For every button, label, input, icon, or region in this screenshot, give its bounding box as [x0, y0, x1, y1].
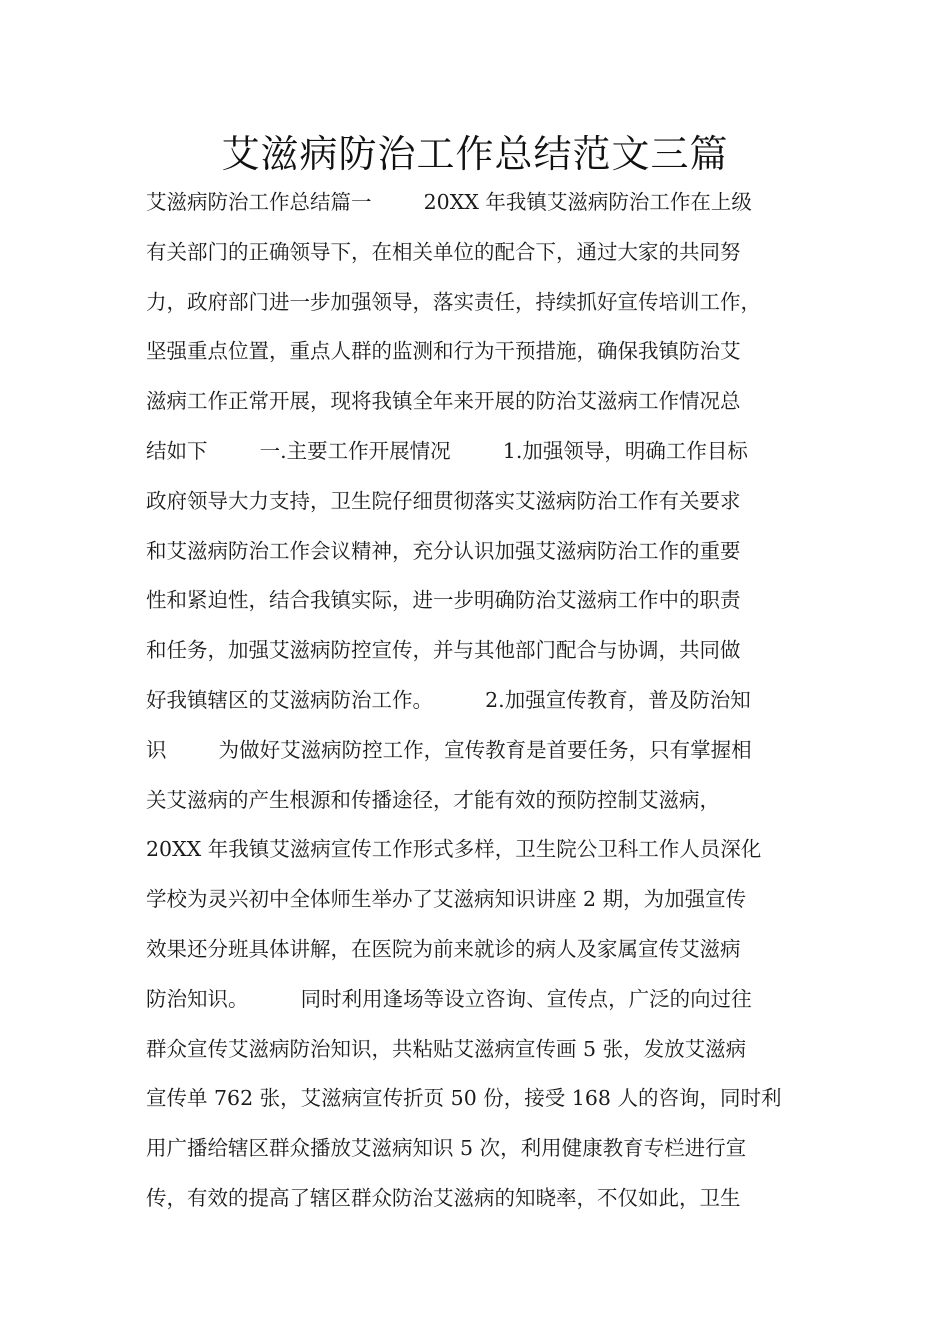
body-text-line: 群众宣传艾滋病防治知识，共粘贴艾滋病宣传画 5 张，发放艾滋病: [146, 1036, 747, 1061]
body-text-line: 性和紧迫性，结合我镇实际，进一步明确防治艾滋病工作中的职责: [146, 588, 741, 613]
body-text-line: 艾滋病防治工作总结篇一 20XX 年我镇艾滋病防治工作在上级: [146, 190, 752, 214]
body-text-line: 好我镇辖区的艾滋病防治工作。 2.加强宣传教育，普及防治知: [146, 687, 751, 712]
body-text-line: 20XX 年我镇艾滋病宣传工作形式多样，卫生院公卫科工作人员深化: [146, 837, 762, 862]
body-text-line: 用广播给辖区群众播放艾滋病知识 5 次，利用健康教育专栏进行宣: [146, 1136, 747, 1161]
body-text-line: 坚强重点位置，重点人群的监测和行为干预措施，确保我镇防治艾: [146, 339, 741, 364]
body-text-line: 效果还分班具体讲解，在医院为前来就诊的病人及家属宣传艾滋病: [146, 936, 741, 961]
body-text-line: 和任务，加强艾滋病防控宣传，并与其他部门配合与协调，共同做: [146, 638, 741, 663]
body-text-line: 有关部门的正确领导下，在相关单位的配合下，通过大家的共同努: [146, 239, 741, 264]
body-text-line: 力，政府部门进一步加强领导，落实责任，持续抓好宣传培训工作，: [146, 289, 761, 314]
body-text-line: 识 为做好艾滋病防控工作，宣传教育是首要任务，只有掌握相: [146, 737, 752, 762]
body-text-line: 学校为灵兴初中全体师生举办了艾滋病知识讲座 2 期，为加强宣传: [146, 887, 747, 912]
body-text-line: 防治知识。 同时利用逢场等设立咨询、宣传点，广泛的向过往: [146, 986, 752, 1011]
body-text-line: 关艾滋病的产生根源和传播途径，才能有效的预防控制艾滋病，: [146, 787, 720, 812]
body-text-line: 结如下 一.主要工作开展情况 1.加强领导，明确工作目标: [146, 438, 748, 463]
document-title: 艾滋病防治工作总结范文三篇: [221, 132, 729, 176]
body-text-line: 和艾滋病防治工作会议精神，充分认识加强艾滋病防治工作的重要: [146, 538, 741, 563]
body-text-line: 滋病工作正常开展，现将我镇全年来开展的防治艾滋病工作情况总: [146, 389, 741, 414]
body-text-line: 传，有效的提高了辖区群众防治艾滋病的知晓率，不仅如此，卫生: [146, 1185, 741, 1210]
document-body: [146, 178, 818, 1224]
body-text-line: 宣传单 762 张，艾滋病宣传折页 50 份，接受 168 人的咨询，同时利: [146, 1086, 782, 1111]
body-text-line: 政府领导大力支持，卫生院仔细贯彻落实艾滋病防治工作有关要求: [146, 488, 741, 513]
